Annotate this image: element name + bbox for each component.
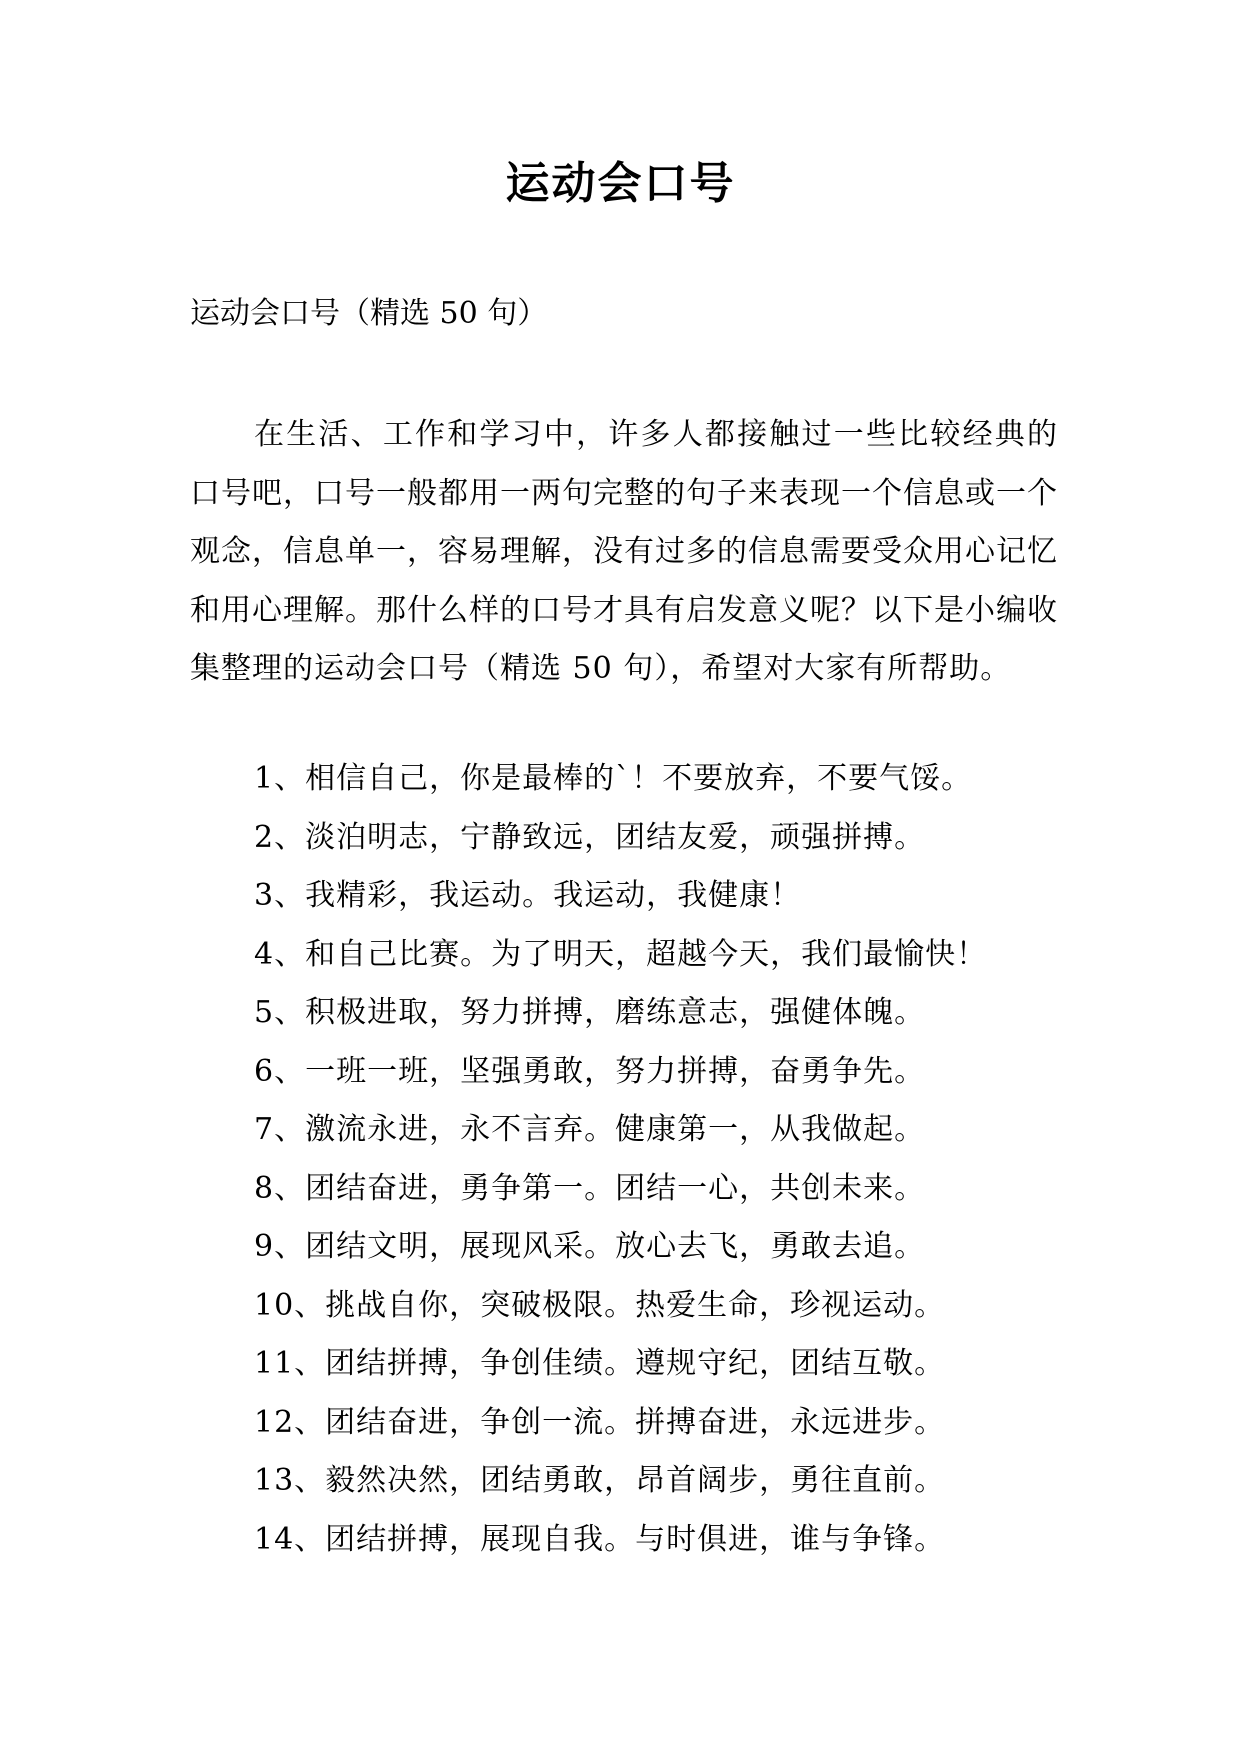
- slogan-item: 10、挑战自你，突破极限。热爱生命，珍视运动。: [254, 1287, 946, 1323]
- slogan-item: 13、毅然决然，团结勇敢，昂首阔步，勇往直前。: [254, 1463, 946, 1498]
- slogan-item: 9、团结文明，展现风采。放心去飞，勇敢去追。: [254, 1229, 926, 1264]
- slogan-item: 11、团结拼搏，争创佳绩。遵规守纪，团结互敬。: [254, 1346, 946, 1381]
- slogan-item: 1、相信自己，你是最棒的`！不要放弃，不要气馁。: [254, 761, 973, 796]
- document-title: 运动会口号: [505, 158, 736, 209]
- slogan-item: 4、和自己比赛。为了明天，超越今天，我们最愉快！: [254, 936, 988, 972]
- slogan-item: 5、积极进取，努力拼搏，磨练意志，强健体魄。: [254, 995, 926, 1030]
- slogan-item: 6、一班一班，坚强勇敢，努力拼搏，奋勇争先。: [254, 1053, 926, 1089]
- slogan-item: 14、团结拼搏，展现自我。与时俱进，谁与争锋。: [254, 1521, 946, 1557]
- slogan-item: 3、我精彩，我运动。我运动，我健康！: [254, 878, 802, 913]
- slogan-item: 7、激流永进，永不言弃。健康第一，从我做起。: [254, 1112, 926, 1147]
- slogan-item: 12、团结奋进，争创一流。拼搏奋进，永远进步。: [254, 1404, 946, 1440]
- slogan-item: 8、团结奋进，勇争第一。团结一心，共创未来。: [254, 1170, 926, 1206]
- slogan-item: 2、淡泊明志，宁静致远，团结友爱，顽强拼搏。: [254, 819, 926, 855]
- intro-paragraph: 在生活、工作和学习中，许多人都接触过一些比较经典的口号吧，口号一般都用一两句完整的句子来表现一个信息或一个观念，信息单一，容易理解，没有过多的信息需要受众用心记忆和用心理解。那什么样的口号才具有启发意义呢？以下是小编收集整理的运动会口号（精选 50 句），希望对大家有所帮助。: [190, 417, 1058, 686]
- slogan-list: [0, 750, 1241, 1569]
- document-subtitle: 运动会口号（精选 50 句）: [190, 296, 548, 331]
